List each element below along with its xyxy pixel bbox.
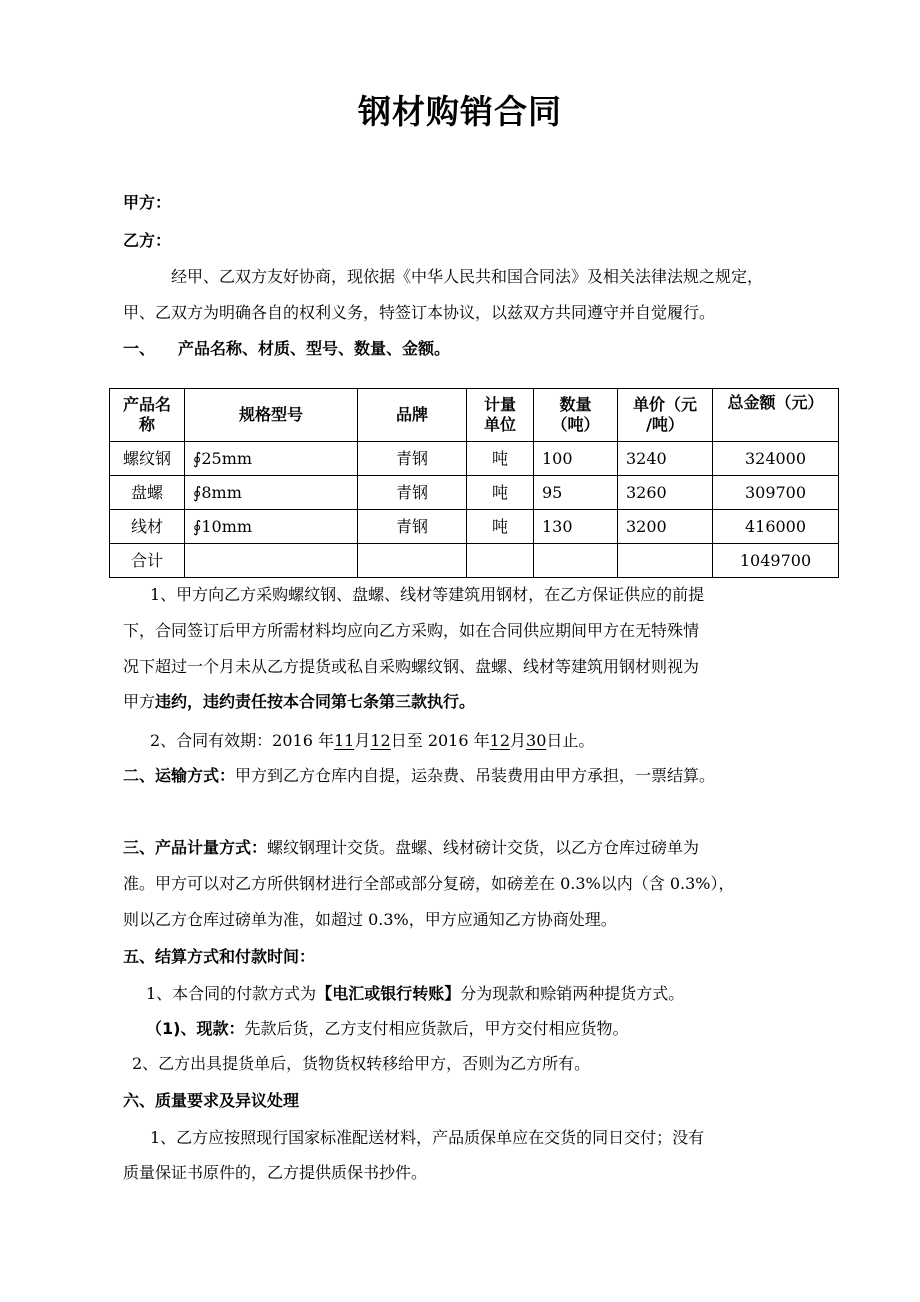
cell-product-name: 盘螺 [110,476,185,510]
payment-method: 【电汇或银行转账】 [316,984,461,1003]
table-row [110,476,839,510]
header-total-amount: 总金额（元） [713,389,839,442]
clause-2-validity: 2、合同有效期：2016 年11月12日至 2016 年12月30日止。 [150,731,595,750]
section-3-line-2: 准。甲方可以对乙方所供钢材进行全部或部分复磅，如磅差在 0.3%以内（含 0.3%）， [123,874,735,893]
section-6-line-1: 1、乙方应按照现行国家标准配送材料，产品质保单应在交货的同日交付；没有 [150,1128,705,1147]
end-day: 30 [526,731,547,750]
cell-empty [467,544,534,578]
cell-unit-price: 3260 [618,476,713,510]
cell-quantity: 100 [534,442,618,476]
section-1-number: 一、 [123,339,156,358]
table-row [110,442,839,476]
cell-total: 324000 [713,442,839,476]
product-table [109,388,839,578]
clause-1-line-1: 1、甲方向乙方采购螺纹钢、盘螺、线材等建筑用钢材，在乙方保证供应的前提 [150,585,705,604]
cell-brand: 青钢 [358,510,467,544]
section-5-para-1: 1、本合同的付款方式为【电汇或银行转账】分为现款和赊销两种提货方式。 [146,984,685,1003]
cell-spec: ∮8mm [185,476,358,510]
section-1-heading: 产品名称、材质、型号、数量、金额。 [178,339,451,358]
section-6-line-2: 质量保证书原件的，乙方提供质保书抄件。 [123,1163,428,1182]
cell-empty [185,544,358,578]
cell-total: 309700 [713,476,839,510]
section-3-heading: 三、产品计量方式： [123,838,268,857]
start-day: 12 [370,731,391,750]
party-a-label: 甲方： [123,193,172,212]
start-month: 11 [334,731,355,750]
intro-line-1: 经甲、乙双方友好协商，现依据《中华人民共和国合同法》及相关法律法规之规定， [171,267,764,286]
cell-spec: ∮25mm [185,442,358,476]
header-quantity: 数量 （吨） [534,389,618,442]
cell-unit: 吨 [467,510,534,544]
clause-1-bold-text: 违约，违约责任按本合同第七条第三款执行。 [155,692,476,711]
cell-unit-price: 3240 [618,442,713,476]
cell-unit: 吨 [467,442,534,476]
cell-spec: ∮10mm [185,510,358,544]
cell-unit-price: 3200 [618,510,713,544]
header-product-name: 产品名 称 [110,389,185,442]
header-spec: 规格型号 [185,389,358,442]
clause-1-line-2: 下，合同签订后甲方所需材料均应向乙方采购，如在合同供应期间甲方在无特殊情 [123,621,700,640]
section-6-heading: 六、质量要求及异议处理 [123,1091,300,1110]
document-title: 钢材购销合同 [358,92,562,131]
cell-sum-total: 1049700 [713,544,839,578]
section-5-para-2: （1)、现款：先款后货，乙方支付相应货款后，甲方交付相应货物。 [146,1019,629,1038]
cell-quantity: 95 [534,476,618,510]
cell-brand: 青钢 [358,442,467,476]
intro-line-2: 甲、乙双方为明确各自的权利义务，特签订本协议，以兹双方共同遵守并自觉履行。 [123,303,716,322]
cell-empty [534,544,618,578]
cell-unit: 吨 [467,476,534,510]
header-brand: 品牌 [358,389,467,442]
table-row [110,510,839,544]
header-unit-price: 单价（元 /吨） [618,389,713,442]
cell-product-name: 线材 [110,510,185,544]
header-unit: 计量 单位 [467,389,534,442]
party-b-label: 乙方： [123,231,172,250]
section-5-para-3: 2、乙方出具提货单后，货物货权转移给甲方，否则为乙方所有。 [132,1054,591,1073]
cell-brand: 青钢 [358,476,467,510]
section-3-line-1: 三、产品计量方式：螺纹钢理计交货。盘螺、线材磅计交货，以乙方仓库过磅单为 [123,838,700,857]
clause-1-line-3: 况下超过一个月未从乙方提货或私自采购螺纹钢、盘螺、线材等建筑用钢材则视为 [123,657,700,676]
cell-total: 416000 [713,510,839,544]
table-header-row [110,389,839,442]
section-2-heading: 二、运输方式： [123,766,236,785]
clause-1-line-4: 甲方违约，违约责任按本合同第七条第三款执行。 [123,692,476,711]
cell-product-name: 螺纹钢 [110,442,185,476]
cell-empty [618,544,713,578]
cell-quantity: 130 [534,510,618,544]
cash-label: （1)、现款： [146,1019,245,1038]
section-5-heading: 五、结算方式和付款时间： [123,947,316,966]
cell-sum-label: 合计 [110,544,185,578]
cell-empty [358,544,467,578]
end-month: 12 [489,731,510,750]
section-2-transport: 二、运输方式：甲方到乙方仓库内自提，运杂费、吊装费用由甲方承担，一票结算。 [123,766,716,785]
section-3-line-3: 则以乙方仓库过磅单为准，如超过 0.3%，甲方应通知乙方协商处理。 [123,910,617,929]
table-sum-row [110,544,839,578]
